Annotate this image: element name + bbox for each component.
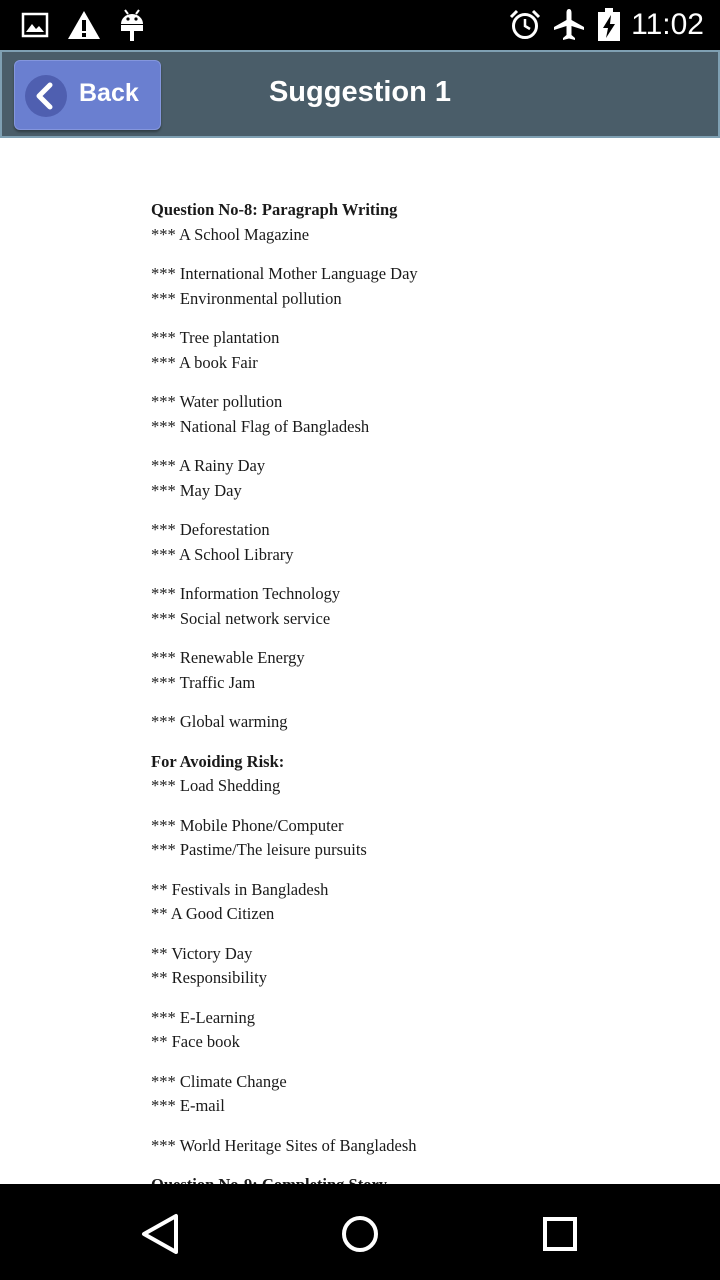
list-item: *** National Flag of Bangladesh [151,416,370,436]
paragraph-group [151,390,671,439]
paragraph-group [151,942,671,991]
list-item: *** Load Shedding [151,776,281,795]
alarm-icon [509,9,541,46]
navigation-bar [0,1184,720,1280]
list-item: *** World Heritage Sites of Bangladesh [151,1135,417,1155]
list-item: *** Pastime/The leisure pursuits [151,840,367,859]
android-icon [119,8,145,47]
paragraph-group [151,454,671,503]
paragraph-group [151,750,671,799]
list-item: *** May Day [151,480,242,500]
list-item: *** Tree plantation [151,328,280,347]
page-title: Suggestion 1 [268,76,452,108]
list-item: *** Global warming [151,712,288,731]
document-page [151,198,671,1213]
battery-charging-icon [597,8,621,47]
airplane-icon [553,8,585,47]
app-bar [0,50,720,138]
paragraph-group [151,1134,671,1159]
list-item: *** A book Fair [151,352,258,372]
back-button-label: Back [79,79,139,107]
list-item: *** Climate Change [151,1071,287,1091]
list-item: *** Water pollution [151,392,283,411]
section-heading: For Avoiding Risk: [151,751,285,771]
section-heading: Question No-8: Paragraph Writing [151,200,398,219]
list-item: *** Social network service [151,608,331,628]
list-item: *** A School Library [151,544,294,564]
status-clock: 11:02 [631,8,704,41]
paragraph-group [151,582,671,631]
recents-square-icon[interactable] [532,1206,588,1262]
list-item: ** Responsibility [151,968,267,987]
paragraph-group [151,710,671,735]
list-item: *** Information Technology [151,584,341,603]
list-item: *** A Rainy Day [151,456,266,475]
list-item: *** A School Magazine [151,224,310,244]
home-circle-icon[interactable] [332,1206,388,1262]
list-item: *** Mobile Phone/Computer [151,815,344,835]
list-item: ** Face book [151,1032,240,1051]
list-item: *** E-Learning [151,1007,256,1027]
list-item: *** International Mother Language Day [151,264,418,283]
paragraph-group [151,814,671,863]
list-item: *** E-mail [151,1096,225,1115]
list-item: *** Traffic Jam [151,672,256,692]
paragraph-group [151,878,671,927]
list-item: ** Festivals in Bangladesh [151,879,329,899]
list-item: ** A Good Citizen [151,904,275,923]
status-bar [0,0,720,50]
paragraph-group [151,1006,671,1055]
paragraph-group [151,262,671,311]
list-item: *** Deforestation [151,520,270,539]
image-icon [22,13,48,42]
list-item: ** Victory Day [151,943,253,963]
list-item: *** Renewable Energy [151,648,305,667]
back-triangle-icon[interactable] [132,1206,188,1262]
list-item: *** Environmental pollution [151,288,342,308]
paragraph-group [151,326,671,375]
paragraph-group [151,646,671,695]
paragraph-group [151,518,671,567]
document-view[interactable] [0,138,720,1184]
paragraph-group [151,1070,671,1119]
paragraph-group [151,198,671,247]
warning-icon [67,10,101,45]
